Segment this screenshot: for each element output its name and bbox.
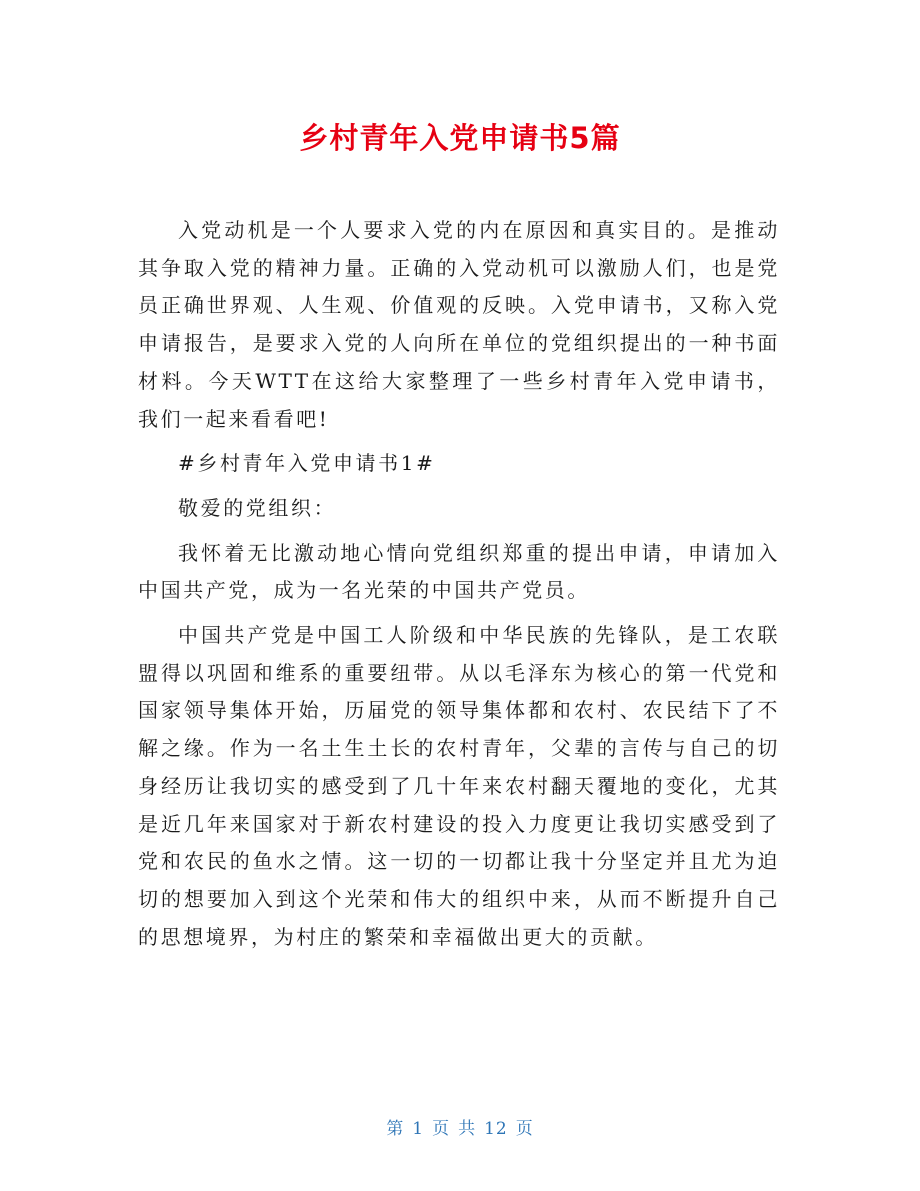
footer-label-ye: 页 (432, 1119, 451, 1139)
footer-total-pages: 12 (484, 1119, 508, 1139)
footer-label-total: 共 (458, 1119, 477, 1139)
body-paragraph: 我怀着无比激动地心情向党组织郑重的提出申请，申请加入中国共产党，成为一名光荣的中国共产党员。 (138, 540, 780, 603)
document-title: 乡村青年入党申请书5篇 (299, 121, 621, 155)
section-heading: #乡村青年入党申请书1# (178, 451, 436, 476)
footer-current-page: 1 (412, 1119, 425, 1139)
salutation: 敬爱的党组织： (178, 495, 337, 520)
footer-label-page: 第 (386, 1119, 405, 1139)
footer-label-ye2: 页 (515, 1119, 534, 1139)
body-paragraph: 中国共产党是中国工人阶级和中华民族的先锋队，是工农联盟得以巩固和维系的重要纽带。从以毛泽东为核心的第一代党和国家领导集体开始，历届党的领导集体都和农村、农民结下了不解之缘。作为一名土生土长的农村青年，父辈的言传与自己的切身经历让我切实的感受到了几十年来农村翻天覆地的变化，尤其是近几年来国家对于新农村建设的投入力度更让我切实感受到了党和农民的鱼水之情。这一切的一切都让我十分坚定并且尤为迫切的想要加入到这个光荣和伟大的组织中来，从而不断提升自己的思想境界，为村庄的繁荣和幸福做出更大的贡献。 (138, 623, 780, 949)
document-body (138, 212, 780, 956)
intro-paragraph: 入党动机是一个人要求入党的内在原因和真实目的。是推动其争取入党的精神力量。正确的入党动机可以激励人们，也是党员正确世界观、人生观、价值观的反映。入党申请书，又称入党申请报告，是要求入党的人向所在单位的党组织提出的一种书面材料。今天WTT在这给大家整理了一些乡村青年入党申请书，我们一起来看看吧! (138, 218, 780, 431)
page-footer (0, 1114, 920, 1139)
